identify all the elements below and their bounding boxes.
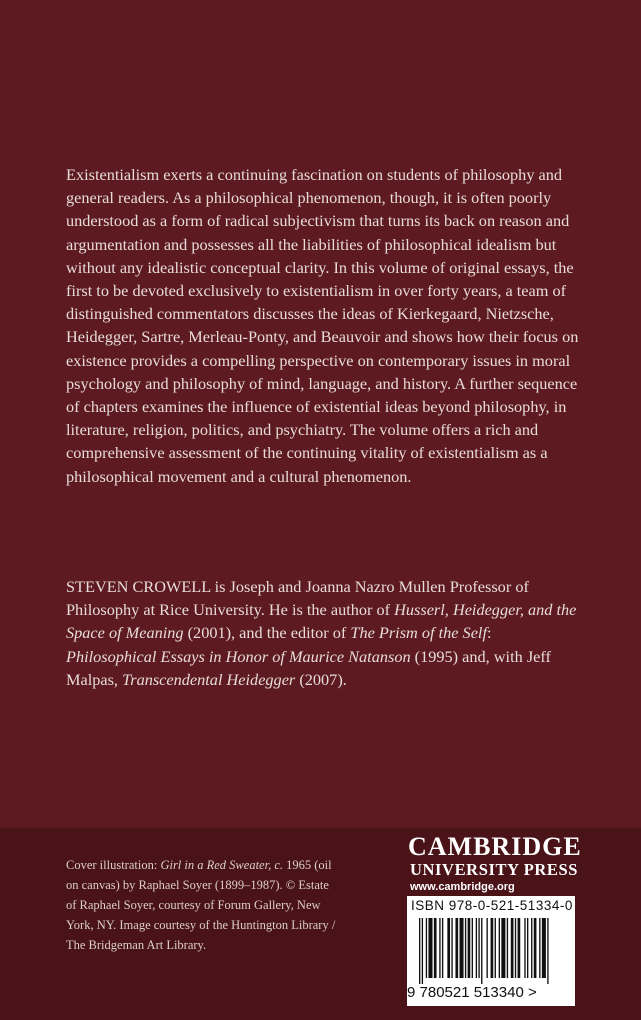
bio-text-2: (2001), and the editor of: [183, 623, 351, 643]
barcode-digits: 9 780521 513340 >: [407, 984, 537, 1001]
publisher-url: www.cambridge.org: [410, 881, 515, 893]
barcode-bar: [518, 918, 521, 978]
barcode-bar: [460, 918, 464, 978]
barcode-bar: [539, 918, 540, 978]
barcode-bar: [419, 918, 420, 984]
barcode-bar: [501, 918, 505, 978]
barcode-bar: [422, 918, 423, 984]
cover-illustration-credit: [66, 855, 336, 955]
barcode-bar: [468, 918, 471, 978]
barcode-bar: [499, 918, 500, 978]
barcode-bar: [481, 918, 482, 984]
credit-title: Girl in a Red Sweater, c.: [160, 858, 283, 872]
barcode-bar: [465, 918, 466, 978]
barcode-bar: [547, 918, 548, 984]
barcode-bar: [447, 918, 450, 978]
bio-title-3: Philosophical Essays in Honor of Maurice Natanson: [66, 646, 411, 666]
barcode-bar: [478, 918, 479, 978]
blurb-text: Existentialism exerts a continuing fascination on students of philosophy and general readers. As a philosophical phenomenon, though, it is often poorly understood as a form of radical subjectivism that turns its back on reason and argumentation and possesses all the liabilities of philosophical idealism but without any idealistic conceptual clarity. In this volume of original essays, the first to be devoted exclusively to existentialism in over forty years, a team of distinguished commentators discusses the ideas of Kierkegaard, Nietzsche, Heidegger, Sartre, Merleau-Ponty, and Beauvoir and shows how their focus on existence provides a compelling perspective on contemporary issues in moral psychology and philosophy of mind, language, and history. A further sequence of chapters examines the influence of existential ideas beyond philosophy, in literature, religion, politics, and psychiatry. The volume offers a rich and comprehensive assessment of the continuing vitality of existentialism as a philosophical movement and a cultural phenomenon.: [66, 165, 579, 486]
barcode-bar: [428, 918, 432, 978]
barcode-bar: [434, 918, 437, 978]
barcode-bar: [507, 918, 508, 978]
barcode-bar: [491, 918, 494, 978]
credit-text-1: Cover illustration:: [66, 858, 161, 872]
barcode-icon: [415, 918, 567, 984]
publisher-logo: [408, 832, 582, 893]
barcode-bar: [542, 918, 546, 978]
bio-text-4: (1995) and, with Jeff Malpas,: [66, 646, 551, 689]
bio-title-4: Transcendental Heidegger: [122, 669, 296, 689]
barcode-bar: [439, 918, 440, 978]
barcode-bar: [524, 918, 525, 978]
barcode-bar: [442, 918, 443, 978]
credit-text-2: 1965 (oil on canvas) by Raphael Soyer (1899–1987). © Estate of Raphael Soyer, courtesy of Forum Gallery, New York, NY. Image courtesy of the Huntington Library / The Bridgeman Art Library.: [66, 858, 336, 952]
barcode-box: [407, 896, 575, 1006]
bio-title-2: The Prism of the Self: [350, 623, 487, 643]
isbn-label: ISBN 978-0-521-51334-0: [411, 898, 573, 913]
barcode-bar: [472, 918, 473, 978]
publisher-name: CAMBRIDGE: [408, 832, 582, 861]
barcode-bar: [495, 918, 496, 978]
bio-text-5: (2007).: [295, 669, 347, 689]
barcode-bar: [511, 918, 514, 978]
barcode-bar: [531, 918, 532, 978]
barcode-bar: [515, 918, 516, 978]
barcode-bar: [534, 918, 537, 978]
barcode-bar: [426, 918, 427, 978]
barcode-bar: [455, 918, 458, 978]
barcode-bar: [527, 918, 528, 978]
bio-text-1: STEVEN CROWELL is Joseph and Joanna Nazro Mullen Professor of Philosophy at Rice University. He is the author of: [66, 577, 529, 620]
barcode-bar: [476, 918, 477, 978]
barcode-bar: [487, 918, 488, 978]
bio-text-3: :: [486, 623, 492, 643]
barcode-bar: [451, 918, 452, 978]
bio-title-1: Husserl, Heidegger, and the Space of Meaning: [66, 600, 577, 643]
author-bio: [66, 575, 586, 691]
publisher-press: UNIVERSITY PRESS: [410, 860, 579, 879]
